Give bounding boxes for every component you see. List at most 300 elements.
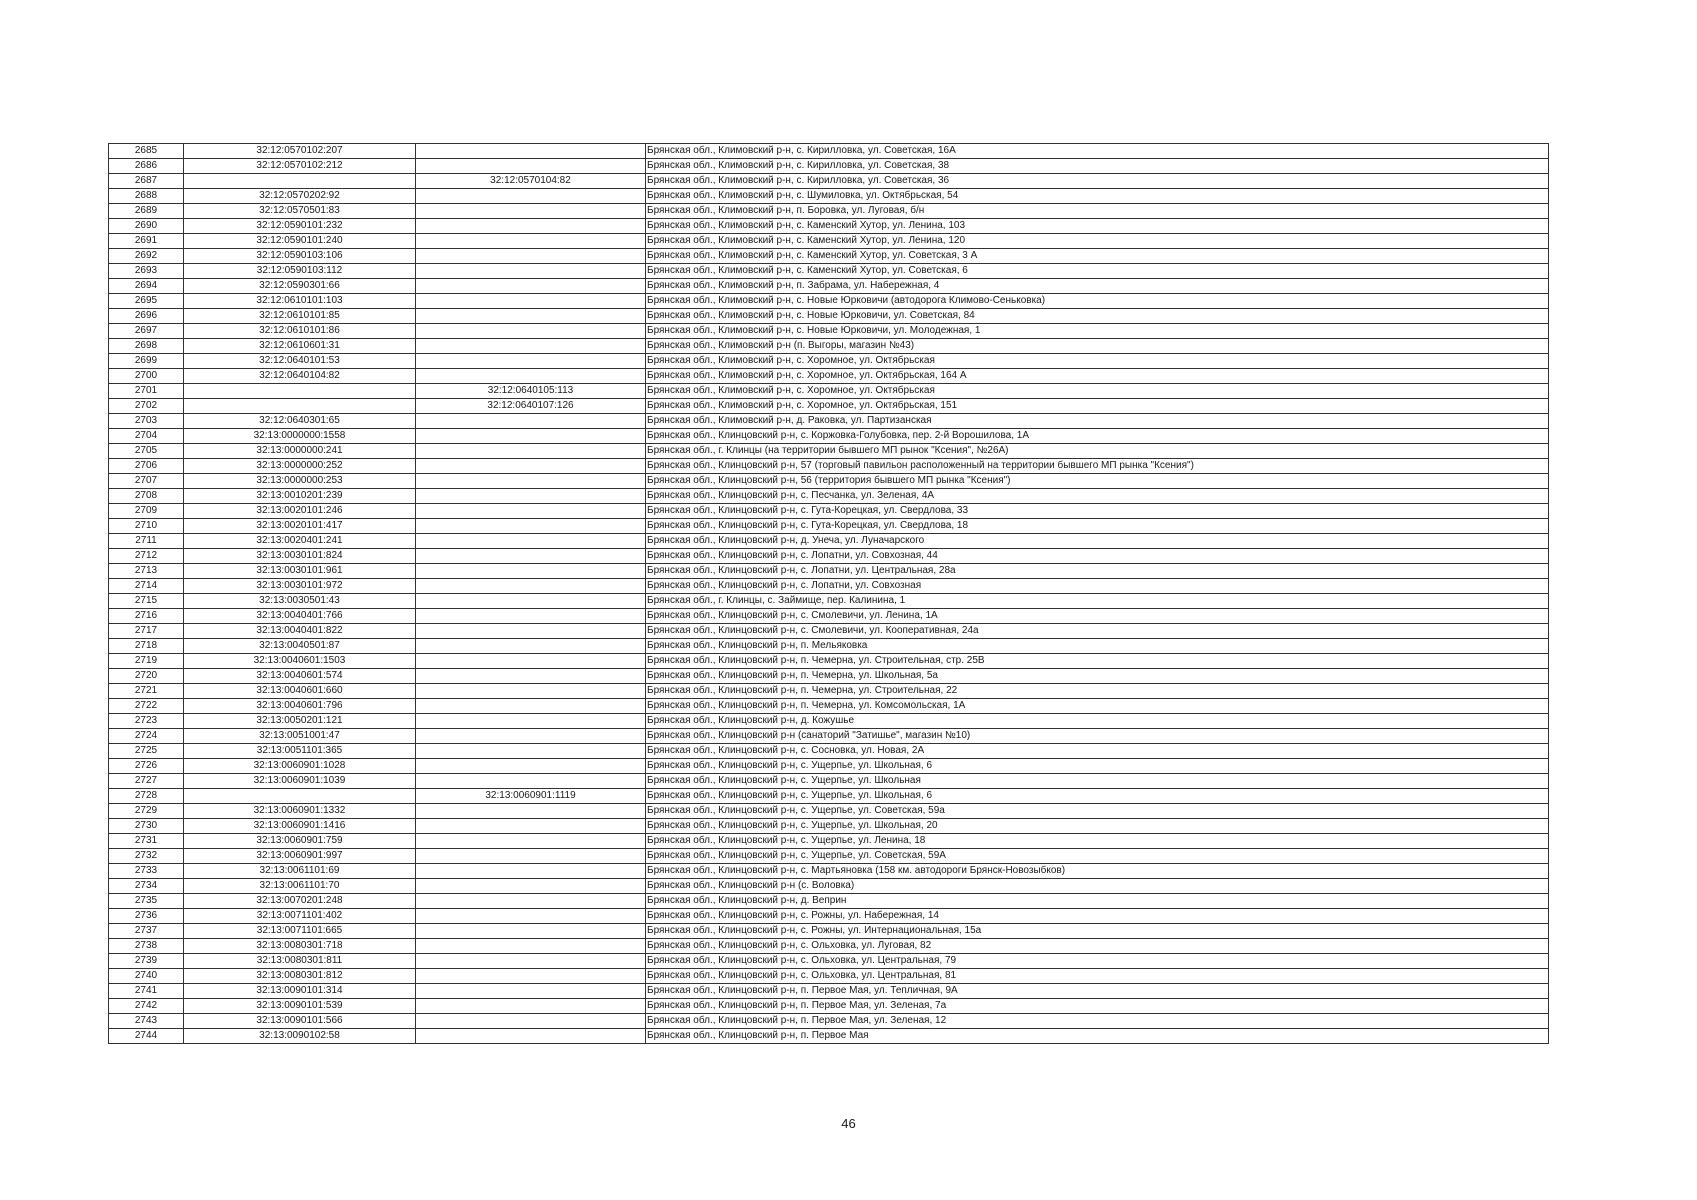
address-cell: Брянская обл., Клинцовский р-н, п. Мельяковка xyxy=(646,639,1549,654)
address-cell: Брянская обл., Клинцовский р-н (с. Воловка) xyxy=(646,879,1549,894)
address-cell: Брянская обл., Клинцовский р-н, с. Ущерпье, ул. Советская, 59а xyxy=(646,804,1549,819)
row-number-cell: 2700 xyxy=(109,369,184,384)
table-row xyxy=(109,729,1549,744)
table-row xyxy=(109,894,1549,909)
cadastral-number-cell: 32:13:0090101:539 xyxy=(184,999,416,1014)
row-number-cell: 2730 xyxy=(109,819,184,834)
table-row xyxy=(109,609,1549,624)
address-cell: Брянская обл., Клинцовский р-н, с. Ольховка, ул. Центральная, 79 xyxy=(646,954,1549,969)
cadastral-number-cell: 32:13:0090101:314 xyxy=(184,984,416,999)
cadastral-number-cell: 32:13:0000000:1558 xyxy=(184,429,416,444)
table-row xyxy=(109,534,1549,549)
address-cell: Брянская обл., Климовский р-н, с. Кирилловка, ул. Советская, 36 xyxy=(646,174,1549,189)
table-row xyxy=(109,699,1549,714)
address-cell: Брянская обл., Клинцовский р-н, с. Рожны, ул. Набережная, 14 xyxy=(646,909,1549,924)
cadastral-number-alt-cell xyxy=(416,969,646,984)
table-row xyxy=(109,624,1549,639)
row-number-cell: 2720 xyxy=(109,669,184,684)
address-cell: Брянская обл., Климовский р-н, с. Новые Юрковичи (автодорога Климово-Сеньковка) xyxy=(646,294,1549,309)
cadastral-number-alt-cell xyxy=(416,534,646,549)
address-cell: Брянская обл., Клинцовский р-н, с. Ольховка, ул. Центральная, 81 xyxy=(646,969,1549,984)
address-cell: Брянская обл., Клинцовский р-н, п. Первое Мая, ул. Зеленая, 7а xyxy=(646,999,1549,1014)
table-row xyxy=(109,999,1549,1014)
address-cell: Брянская обл., Клинцовский р-н, с. Гута-Корецкая, ул. Свердлова, 33 xyxy=(646,504,1549,519)
cadastral-number-cell: 32:13:0030101:961 xyxy=(184,564,416,579)
row-number-cell: 2738 xyxy=(109,939,184,954)
cadastral-number-alt-cell xyxy=(416,189,646,204)
row-number-cell: 2689 xyxy=(109,204,184,219)
cadastral-number-alt-cell xyxy=(416,414,646,429)
table-row xyxy=(109,714,1549,729)
cadastral-number-alt-cell xyxy=(416,144,646,159)
table-row xyxy=(109,474,1549,489)
address-cell: Брянская обл., Клинцовский р-н (санаторий "Затишье", магазин №10) xyxy=(646,729,1549,744)
row-number-cell: 2686 xyxy=(109,159,184,174)
cadastral-number-alt-cell xyxy=(416,249,646,264)
row-number-cell: 2715 xyxy=(109,594,184,609)
table-row xyxy=(109,519,1549,534)
cadastral-number-alt-cell xyxy=(416,459,646,474)
cadastral-number-cell: 32:13:0051101:365 xyxy=(184,744,416,759)
row-number-cell: 2723 xyxy=(109,714,184,729)
address-cell: Брянская обл., Клинцовский р-н, п. Чемерна, ул. Строительная, 22 xyxy=(646,684,1549,699)
row-number-cell: 2731 xyxy=(109,834,184,849)
table-row xyxy=(109,834,1549,849)
address-cell: Брянская обл., Климовский р-н, с. Кирилловка, ул. Советская, 38 xyxy=(646,159,1549,174)
cadastral-number-alt-cell xyxy=(416,999,646,1014)
row-number-cell: 2718 xyxy=(109,639,184,654)
cadastral-number-cell: 32:13:0080301:812 xyxy=(184,969,416,984)
row-number-cell: 2699 xyxy=(109,354,184,369)
cadastral-number-alt-cell xyxy=(416,489,646,504)
row-number-cell: 2733 xyxy=(109,864,184,879)
cadastral-number-cell: 32:13:0000000:241 xyxy=(184,444,416,459)
address-cell: Брянская обл., Клинцовский р-н, с. Мартьяновка (158 км. автодороги Брянск-Новозыбков) xyxy=(646,864,1549,879)
table-row xyxy=(109,804,1549,819)
cadastral-number-cell: 32:13:0020101:417 xyxy=(184,519,416,534)
address-cell: Брянская обл., Клинцовский р-н, с. Ущерпье, ул. Ленина, 18 xyxy=(646,834,1549,849)
table-row xyxy=(109,879,1549,894)
cadastral-number-cell: 32:13:0010201:239 xyxy=(184,489,416,504)
address-cell: Брянская обл., Клинцовский р-н, с. Ольховка, ул. Луговая, 82 xyxy=(646,939,1549,954)
table-row xyxy=(109,174,1549,189)
table-row xyxy=(109,144,1549,159)
address-cell: Брянская обл., Клинцовский р-н, с. Ущерпье, ул. Советская, 59А xyxy=(646,849,1549,864)
table-row xyxy=(109,444,1549,459)
address-cell: Брянская обл., Климовский р-н, с. Хоромное, ул. Октябрьская xyxy=(646,384,1549,399)
row-number-cell: 2737 xyxy=(109,924,184,939)
row-number-cell: 2691 xyxy=(109,234,184,249)
cadastral-number-alt-cell xyxy=(416,369,646,384)
table-row xyxy=(109,909,1549,924)
address-cell: Брянская обл., Климовский р-н, с. Каменский Хутор, ул. Советская, 3 А xyxy=(646,249,1549,264)
address-cell: Брянская обл., Клинцовский р-н, п. Первое Мая, ул. Зеленая, 12 xyxy=(646,1014,1549,1029)
table-row xyxy=(109,309,1549,324)
cadastral-number-cell: 32:13:0060901:1028 xyxy=(184,759,416,774)
cadastral-number-alt-cell xyxy=(416,954,646,969)
row-number-cell: 2708 xyxy=(109,489,184,504)
address-cell: Брянская обл., Клинцовский р-н, с. Ущерпье, ул. Школьная, 20 xyxy=(646,819,1549,834)
table-row xyxy=(109,354,1549,369)
row-number-cell: 2705 xyxy=(109,444,184,459)
table-row xyxy=(109,399,1549,414)
table-row xyxy=(109,939,1549,954)
register-table xyxy=(108,143,1549,1044)
cadastral-number-cell: 32:12:0590103:106 xyxy=(184,249,416,264)
register-table-body xyxy=(109,144,1549,1044)
table-row xyxy=(109,564,1549,579)
table-row xyxy=(109,654,1549,669)
row-number-cell: 2713 xyxy=(109,564,184,579)
table-row xyxy=(109,189,1549,204)
row-number-cell: 2692 xyxy=(109,249,184,264)
cadastral-number-alt-cell xyxy=(416,669,646,684)
cadastral-number-cell: 32:13:0050201:121 xyxy=(184,714,416,729)
address-cell: Брянская обл., Клинцовский р-н, д. Унеча, ул. Луначарского xyxy=(646,534,1549,549)
cadastral-number-alt-cell xyxy=(416,444,646,459)
table-row xyxy=(109,219,1549,234)
cadastral-number-alt-cell xyxy=(416,849,646,864)
address-cell: Брянская обл., Клинцовский р-н, п. Первое Мая xyxy=(646,1029,1549,1044)
cadastral-number-cell: 32:13:0060901:1039 xyxy=(184,774,416,789)
cadastral-number-cell: 32:13:0061101:69 xyxy=(184,864,416,879)
cadastral-number-alt-cell xyxy=(416,939,646,954)
address-cell: Брянская обл., Климовский р-н, д. Раковка, ул. Партизанская xyxy=(646,414,1549,429)
cadastral-number-cell: 32:13:0020401:241 xyxy=(184,534,416,549)
table-row xyxy=(109,249,1549,264)
cadastral-number-alt-cell xyxy=(416,924,646,939)
row-number-cell: 2707 xyxy=(109,474,184,489)
cadastral-number-cell: 32:13:0090102:58 xyxy=(184,1029,416,1044)
table-row xyxy=(109,954,1549,969)
cadastral-number-alt-cell xyxy=(416,354,646,369)
row-number-cell: 2719 xyxy=(109,654,184,669)
row-number-cell: 2696 xyxy=(109,309,184,324)
cadastral-number-alt-cell xyxy=(416,864,646,879)
address-cell: Брянская обл., г. Клинцы, с. Займище, пер. Калинина, 1 xyxy=(646,594,1549,609)
address-cell: Брянская обл., Клинцовский р-н, п. Чемерна, ул. Школьная, 5а xyxy=(646,669,1549,684)
cadastral-number-cell: 32:12:0640301:65 xyxy=(184,414,416,429)
table-row xyxy=(109,429,1549,444)
cadastral-number-cell: 32:13:0080301:811 xyxy=(184,954,416,969)
row-number-cell: 2743 xyxy=(109,1014,184,1029)
cadastral-number-cell: 32:13:0071101:402 xyxy=(184,909,416,924)
cadastral-number-alt-cell xyxy=(416,879,646,894)
cadastral-number-alt-cell xyxy=(416,159,646,174)
cadastral-number-cell: 32:13:0040601:574 xyxy=(184,669,416,684)
cadastral-number-alt-cell xyxy=(416,324,646,339)
table-row xyxy=(109,744,1549,759)
cadastral-number-alt-cell xyxy=(416,909,646,924)
row-number-cell: 2717 xyxy=(109,624,184,639)
row-number-cell: 2714 xyxy=(109,579,184,594)
cadastral-number-alt-cell xyxy=(416,684,646,699)
address-cell: Брянская обл., Климовский р-н, с. Хоромное, ул. Октябрьская, 164 А xyxy=(646,369,1549,384)
address-cell: Брянская обл., Клинцовский р-н, с. Сосновка, ул. Новая, 2А xyxy=(646,744,1549,759)
row-number-cell: 2710 xyxy=(109,519,184,534)
cadastral-number-alt-cell xyxy=(416,549,646,564)
cadastral-number-cell: 32:13:0080301:718 xyxy=(184,939,416,954)
address-cell: Брянская обл., Клинцовский р-н, д. Веприн xyxy=(646,894,1549,909)
cadastral-number-alt-cell xyxy=(416,984,646,999)
address-cell: Брянская обл., г. Клинцы (на территории бывшего МП рынок "Ксения", №26А) xyxy=(646,444,1549,459)
cadastral-number-cell: 32:13:0071101:665 xyxy=(184,924,416,939)
table-row xyxy=(109,594,1549,609)
address-cell: Брянская обл., Клинцовский р-н, с. Коржовка-Голубовка, пер. 2-й Ворошилова, 1А xyxy=(646,429,1549,444)
table-row xyxy=(109,324,1549,339)
table-row xyxy=(109,969,1549,984)
cadastral-number-cell: 32:12:0590101:232 xyxy=(184,219,416,234)
cadastral-number-alt-cell xyxy=(416,279,646,294)
cadastral-number-alt-cell xyxy=(416,504,646,519)
address-cell: Брянская обл., Климовский р-н, п. Боровка, ул. Луговая, б/н xyxy=(646,204,1549,219)
cadastral-number-cell: 32:12:0570202:92 xyxy=(184,189,416,204)
row-number-cell: 2706 xyxy=(109,459,184,474)
table-row xyxy=(109,459,1549,474)
cadastral-number-alt-cell xyxy=(416,1014,646,1029)
row-number-cell: 2709 xyxy=(109,504,184,519)
table-row xyxy=(109,204,1549,219)
address-cell: Брянская обл., Климовский р-н, с. Каменский Хутор, ул. Советская, 6 xyxy=(646,264,1549,279)
row-number-cell: 2735 xyxy=(109,894,184,909)
cadastral-number-alt-cell xyxy=(416,519,646,534)
row-number-cell: 2702 xyxy=(109,399,184,414)
cadastral-number-cell: 32:12:0570501:83 xyxy=(184,204,416,219)
address-cell: Брянская обл., Клинцовский р-н, 57 (торговый павильон расположенный на территории бывшего МП рынка "Ксения") xyxy=(646,459,1549,474)
address-cell: Брянская обл., Климовский р-н, с. Хоромное, ул. Октябрьская xyxy=(646,354,1549,369)
table-row xyxy=(109,759,1549,774)
row-number-cell: 2701 xyxy=(109,384,184,399)
cadastral-number-cell: 32:13:0061101:70 xyxy=(184,879,416,894)
address-cell: Брянская обл., Клинцовский р-н, с. Ущерпье, ул. Школьная, 6 xyxy=(646,759,1549,774)
table-row xyxy=(109,579,1549,594)
cadastral-number-cell: 32:13:0020101:246 xyxy=(184,504,416,519)
table-row xyxy=(109,819,1549,834)
cadastral-number-cell: 32:13:0060901:759 xyxy=(184,834,416,849)
cadastral-number-cell: 32:12:0610101:86 xyxy=(184,324,416,339)
address-cell: Брянская обл., Климовский р-н, п. Забрама, ул. Набережная, 4 xyxy=(646,279,1549,294)
cadastral-number-alt-cell xyxy=(416,774,646,789)
table-row xyxy=(109,489,1549,504)
cadastral-number-alt-cell: 32:12:0640105:113 xyxy=(416,384,646,399)
table-row xyxy=(109,549,1549,564)
table-row xyxy=(109,339,1549,354)
row-number-cell: 2724 xyxy=(109,729,184,744)
cadastral-number-alt-cell xyxy=(416,819,646,834)
cadastral-number-cell: 32:13:0030101:972 xyxy=(184,579,416,594)
table-row xyxy=(109,264,1549,279)
address-cell: Брянская обл., Клинцовский р-н, п. Чемерна, ул. Строительная, стр. 25В xyxy=(646,654,1549,669)
cadastral-number-alt-cell xyxy=(416,564,646,579)
cadastral-number-alt-cell xyxy=(416,204,646,219)
address-cell: Брянская обл., Клинцовский р-н, с. Гута-Корецкая, ул. Свердлова, 18 xyxy=(646,519,1549,534)
cadastral-number-cell: 32:13:0040601:796 xyxy=(184,699,416,714)
cadastral-number-alt-cell xyxy=(416,834,646,849)
address-cell: Брянская обл., Клинцовский р-н, с. Лопатни, ул. Совхозная, 44 xyxy=(646,549,1549,564)
cadastral-number-alt-cell xyxy=(416,729,646,744)
row-number-cell: 2744 xyxy=(109,1029,184,1044)
row-number-cell: 2694 xyxy=(109,279,184,294)
table-row xyxy=(109,384,1549,399)
table-row xyxy=(109,159,1549,174)
address-cell: Брянская обл., Климовский р-н, с. Каменский Хутор, ул. Ленина, 120 xyxy=(646,234,1549,249)
cadastral-number-cell: 32:13:0090101:566 xyxy=(184,1014,416,1029)
cadastral-number-cell xyxy=(184,384,416,399)
address-cell: Брянская обл., Клинцовский р-н, п. Чемерна, ул. Комсомольская, 1А xyxy=(646,699,1549,714)
cadastral-number-alt-cell xyxy=(416,234,646,249)
row-number-cell: 2726 xyxy=(109,759,184,774)
table-row xyxy=(109,774,1549,789)
row-number-cell: 2727 xyxy=(109,774,184,789)
cadastral-number-alt-cell xyxy=(416,699,646,714)
cadastral-number-cell: 32:13:0000000:253 xyxy=(184,474,416,489)
table-row xyxy=(109,279,1549,294)
address-cell: Брянская обл., Климовский р-н, с. Новые Юрковичи, ул. Советская, 84 xyxy=(646,309,1549,324)
table-row xyxy=(109,984,1549,999)
address-cell: Брянская обл., Климовский р-н (п. Выгоры, магазин №43) xyxy=(646,339,1549,354)
cadastral-number-alt-cell xyxy=(416,339,646,354)
table-row xyxy=(109,669,1549,684)
table-row xyxy=(109,789,1549,804)
cadastral-number-cell: 32:12:0640104:82 xyxy=(184,369,416,384)
row-number-cell: 2729 xyxy=(109,804,184,819)
cadastral-number-cell: 32:12:0590301:66 xyxy=(184,279,416,294)
row-number-cell: 2740 xyxy=(109,969,184,984)
cadastral-number-alt-cell xyxy=(416,639,646,654)
address-cell: Брянская обл., Клинцовский р-н, с. Рожны, ул. Интернациональная, 15а xyxy=(646,924,1549,939)
row-number-cell: 2688 xyxy=(109,189,184,204)
cadastral-number-alt-cell: 32:12:0640107:126 xyxy=(416,399,646,414)
row-number-cell: 2695 xyxy=(109,294,184,309)
cadastral-number-cell xyxy=(184,789,416,804)
cadastral-number-cell xyxy=(184,174,416,189)
row-number-cell: 2685 xyxy=(109,144,184,159)
cadastral-number-cell: 32:12:0590103:112 xyxy=(184,264,416,279)
cadastral-number-cell: 32:13:0030101:824 xyxy=(184,549,416,564)
cadastral-number-cell: 32:13:0040401:766 xyxy=(184,609,416,624)
address-cell: Брянская обл., Клинцовский р-н, с. Лопатни, ул. Совхозная xyxy=(646,579,1549,594)
address-cell: Брянская обл., Климовский р-н, с. Хоромное, ул. Октябрьская, 151 xyxy=(646,399,1549,414)
cadastral-number-alt-cell xyxy=(416,594,646,609)
cadastral-number-cell xyxy=(184,399,416,414)
row-number-cell: 2712 xyxy=(109,549,184,564)
row-number-cell: 2716 xyxy=(109,609,184,624)
table-row xyxy=(109,864,1549,879)
address-cell: Брянская обл., Клинцовский р-н, с. Смолевичи, ул. Ленина, 1А xyxy=(646,609,1549,624)
row-number-cell: 2697 xyxy=(109,324,184,339)
cadastral-number-alt-cell xyxy=(416,294,646,309)
cadastral-number-cell: 32:12:0570102:212 xyxy=(184,159,416,174)
row-number-cell: 2698 xyxy=(109,339,184,354)
table-row xyxy=(109,234,1549,249)
cadastral-number-cell: 32:13:0040401:822 xyxy=(184,624,416,639)
row-number-cell: 2736 xyxy=(109,909,184,924)
cadastral-number-alt-cell xyxy=(416,654,646,669)
row-number-cell: 2704 xyxy=(109,429,184,444)
cadastral-number-alt-cell xyxy=(416,609,646,624)
table-row xyxy=(109,1014,1549,1029)
cadastral-number-cell: 32:12:0590101:240 xyxy=(184,234,416,249)
row-number-cell: 2687 xyxy=(109,174,184,189)
table-row xyxy=(109,294,1549,309)
cadastral-number-alt-cell xyxy=(416,219,646,234)
address-cell: Брянская обл., Климовский р-н, с. Шумиловка, ул. Октябрьская, 54 xyxy=(646,189,1549,204)
address-cell: Брянская обл., Клинцовский р-н, с. Ущерпье, ул. Школьная, 6 xyxy=(646,789,1549,804)
address-cell: Брянская обл., Клинцовский р-н, п. Первое Мая, ул. Тепличная, 9А xyxy=(646,984,1549,999)
cadastral-number-cell: 32:13:0060901:1416 xyxy=(184,819,416,834)
cadastral-number-alt-cell xyxy=(416,804,646,819)
cadastral-number-cell: 32:13:0060901:997 xyxy=(184,849,416,864)
cadastral-number-alt-cell xyxy=(416,579,646,594)
page-number: 46 xyxy=(841,1116,856,1131)
row-number-cell: 2690 xyxy=(109,219,184,234)
row-number-cell: 2722 xyxy=(109,699,184,714)
table-row xyxy=(109,414,1549,429)
row-number-cell: 2739 xyxy=(109,954,184,969)
cadastral-number-alt-cell xyxy=(416,264,646,279)
address-cell: Брянская обл., Климовский р-н, с. Каменский Хутор, ул. Ленина, 103 xyxy=(646,219,1549,234)
address-cell: Брянская обл., Клинцовский р-н, 56 (территория бывшего МП рынка "Ксения") xyxy=(646,474,1549,489)
cadastral-number-cell: 32:13:0040601:660 xyxy=(184,684,416,699)
cadastral-number-cell: 32:13:0051001:47 xyxy=(184,729,416,744)
cadastral-number-alt-cell xyxy=(416,744,646,759)
cadastral-number-alt-cell xyxy=(416,474,646,489)
table-row xyxy=(109,369,1549,384)
address-cell: Брянская обл., Клинцовский р-н, д. Кожушье xyxy=(646,714,1549,729)
row-number-cell: 2693 xyxy=(109,264,184,279)
table-row xyxy=(109,849,1549,864)
cadastral-number-alt-cell xyxy=(416,759,646,774)
address-cell: Брянская обл., Клинцовский р-н, с. Ущерпье, ул. Школьная xyxy=(646,774,1549,789)
address-cell: Брянская обл., Климовский р-н, с. Кирилловка, ул. Советская, 16А xyxy=(646,144,1549,159)
cadastral-number-cell: 32:13:0000000:252 xyxy=(184,459,416,474)
table-row xyxy=(109,684,1549,699)
row-number-cell: 2725 xyxy=(109,744,184,759)
cadastral-number-cell: 32:13:0070201:248 xyxy=(184,894,416,909)
cadastral-number-alt-cell xyxy=(416,714,646,729)
row-number-cell: 2711 xyxy=(109,534,184,549)
cadastral-number-alt-cell: 32:12:0570104:82 xyxy=(416,174,646,189)
address-cell: Брянская обл., Клинцовский р-н, с. Песчанка, ул. Зеленая, 4А xyxy=(646,489,1549,504)
cadastral-number-cell: 32:13:0040501:87 xyxy=(184,639,416,654)
address-cell: Брянская обл., Клинцовский р-н, с. Лопатни, ул. Центральная, 28а xyxy=(646,564,1549,579)
cadastral-number-alt-cell xyxy=(416,624,646,639)
table-row xyxy=(109,924,1549,939)
cadastral-number-cell: 32:12:0610601:31 xyxy=(184,339,416,354)
row-number-cell: 2742 xyxy=(109,999,184,1014)
cadastral-number-alt-cell xyxy=(416,894,646,909)
row-number-cell: 2741 xyxy=(109,984,184,999)
cadastral-number-cell: 32:12:0610101:103 xyxy=(184,294,416,309)
row-number-cell: 2732 xyxy=(109,849,184,864)
address-cell: Брянская обл., Клинцовский р-н, с. Смолевичи, ул. Кооперативная, 24а xyxy=(646,624,1549,639)
cadastral-number-cell: 32:12:0640101:53 xyxy=(184,354,416,369)
cadastral-number-cell: 32:12:0610101:85 xyxy=(184,309,416,324)
cadastral-number-cell: 32:12:0570102:207 xyxy=(184,144,416,159)
table-row xyxy=(109,504,1549,519)
row-number-cell: 2703 xyxy=(109,414,184,429)
row-number-cell: 2734 xyxy=(109,879,184,894)
cadastral-number-alt-cell xyxy=(416,309,646,324)
row-number-cell: 2728 xyxy=(109,789,184,804)
cadastral-number-cell: 32:13:0060901:1332 xyxy=(184,804,416,819)
cadastral-number-cell: 32:13:0030501:43 xyxy=(184,594,416,609)
address-cell: Брянская обл., Климовский р-н, с. Новые Юрковичи, ул. Молодежная, 1 xyxy=(646,324,1549,339)
cadastral-number-alt-cell xyxy=(416,1029,646,1044)
cadastral-number-alt-cell: 32:13:0060901:1119 xyxy=(416,789,646,804)
cadastral-number-alt-cell xyxy=(416,429,646,444)
table-row xyxy=(109,1029,1549,1044)
